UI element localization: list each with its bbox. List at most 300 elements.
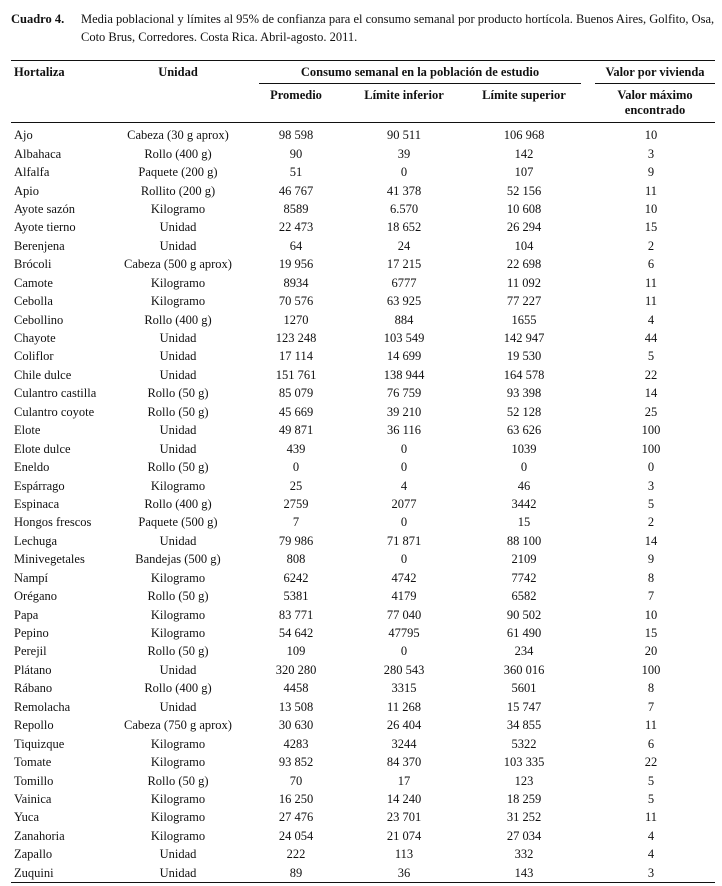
cell-promedio: 51 [289,165,303,180]
cell-limite-superior: 0 [520,460,528,475]
cell-valor-maximo: 11 [644,718,658,733]
cell-valor-maximo: 5 [647,349,655,364]
header-limite-inferior: Límite inferior [347,85,461,123]
cell-limite-inferior: 14 240 [386,791,422,806]
cell-unidad: Rollo (400 g) [144,312,212,327]
cell-hortaliza: Chayote [14,331,56,346]
cell-hortaliza: Ayote tierno [14,220,76,235]
cell-unidad: Unidad [159,423,197,438]
cell-promedio: 89 [245,864,347,883]
cell-limite-inferior: 17 215 [386,257,422,272]
cell-hortaliza: Vainica [14,791,52,806]
cell-hortaliza: Apio [14,183,39,198]
table-row [11,569,715,587]
cell-unidad: Rollo (50 g) [147,773,209,788]
cell-hortaliza: Zuquini [11,864,111,883]
header-unidad: Unidad [158,65,198,79]
cell-valor-maximo: 25 [644,404,658,419]
cell-promedio: 7 [292,515,300,530]
table-row [11,403,715,421]
cell-limite-inferior: 6.570 [389,201,419,216]
table-row [11,237,715,255]
table-row [11,734,715,752]
cell-hortaliza: Culantro coyote [14,404,95,419]
cell-limite-inferior: 0 [400,460,408,475]
cell-limite-superior: 360 016 [503,662,545,677]
cell-unidad: Unidad [159,699,197,714]
cell-limite-inferior: 84 370 [386,755,422,770]
cell-valor-maximo: 44 [644,331,658,346]
cell-valor-maximo: 5 [647,496,655,511]
cell-limite-inferior: 0 [400,515,408,530]
cell-limite-superior: 18 259 [506,791,542,806]
cell-unidad: Unidad [159,238,197,253]
cell-promedio: 13 508 [278,699,314,714]
cell-promedio: 85 079 [278,386,314,401]
cell-promedio: 8589 [283,201,309,216]
cell-promedio: 19 956 [278,257,314,272]
header-consumo-label: Consumo semanal en la población de estudio [259,65,581,84]
table-row [11,624,715,642]
cell-limite-superior: 5601 [511,681,537,696]
cell-valor-maximo: 14 [644,386,658,401]
caption-text: Media poblacional y límites al 95% de confianza para el consumo semanal por producto hortícola. Buenos Aires, Golfito, Osa, Coto Brus, Corredores. Costa Rica. Abril-agosto. 2011. [81,12,715,44]
cell-promedio: 25 [289,478,303,493]
cell-limite-inferior: 17 [397,773,411,788]
cell-valor-maximo: 5 [647,773,655,788]
cell-hortaliza: Elote dulce [14,441,71,456]
table-row [11,532,715,550]
table-row [11,698,715,716]
cell-unidad: Rollo (400 g) [144,146,212,161]
cell-unidad: Rollo (50 g) [147,386,209,401]
cell-promedio: 54 642 [278,626,314,641]
cell-unidad: Kilogramo [150,736,206,751]
table-row [11,679,715,697]
table-row [11,661,715,679]
header-unidad-spacer [111,85,245,123]
cell-limite-superior: 123 [514,773,534,788]
cell-promedio: 45 669 [278,404,314,419]
cell-valor-maximo: 15 [644,220,658,235]
cell-valor-maximo: 0 [647,460,655,475]
cell-limite-superior: 52 156 [506,183,542,198]
cell-unidad: Paquete (500 g) [138,515,218,530]
cell-hortaliza: Pepino [14,626,49,641]
cell-limite-superior: 234 [514,644,534,659]
table-body [11,123,715,883]
cell-valor-maximo: 6 [647,736,655,751]
cell-valor-maximo: 4 [647,312,655,327]
cell-limite-inferior: 884 [394,312,414,327]
cell-valor-maximo: 22 [644,367,658,382]
cell-limite-inferior: 3315 [391,681,417,696]
cell-unidad: Unidad [159,220,197,235]
cell-limite-superior: 1655 [511,312,537,327]
cell-limite-superior: 19 530 [506,349,542,364]
cell-limite-inferior: 71 871 [386,533,422,548]
cell-valor-maximo: 8 [647,681,655,696]
cell-hortaliza: Zanahoria [14,828,65,843]
cell-valor-maximo: 11 [644,183,658,198]
cell-limite-inferior: 0 [400,644,408,659]
cell-valor-maximo: 8 [647,570,655,585]
cell-promedio: 30 630 [278,718,314,733]
cell-hortaliza: Ajo [14,128,33,143]
cell-valor-maximo: 4 [647,828,655,843]
cell-hortaliza: Ayote sazón [14,201,75,216]
cell-promedio: 90 [289,146,303,161]
cell-unidad: Rollo (400 g) [144,496,212,511]
cell-limite-superior: 6582 [511,589,537,604]
cell-promedio: 4458 [283,681,309,696]
cell-promedio: 5381 [283,589,309,604]
cell-limite-superior: 26 294 [506,220,542,235]
cell-valor-maximo: 2 [647,515,655,530]
cell-promedio: 79 986 [278,533,314,548]
header-hortaliza-spacer [11,85,111,123]
cell-unidad: Kilogramo [150,570,206,585]
table-row [11,790,715,808]
cell-limite-inferior: 76 759 [386,386,422,401]
cell-valor-maximo: 11 [644,294,658,309]
cell-hortaliza: Culantro castilla [14,386,97,401]
cell-unidad: Kilogramo [150,626,206,641]
table-row [11,642,715,660]
cell-unidad: Kilogramo [150,791,206,806]
cell-limite-inferior: 18 652 [386,220,422,235]
table-row [11,476,715,494]
cell-limite-inferior: 11 268 [387,699,421,714]
cell-promedio: 22 473 [278,220,314,235]
cell-hortaliza: Orégano [14,589,58,604]
table-row [11,181,715,199]
cell-limite-superior: 3442 [511,496,537,511]
cell-promedio: 2759 [283,496,309,511]
cell-limite-inferior: 0 [400,165,408,180]
cell-limite-inferior: 3244 [391,736,417,751]
cell-promedio: 70 [289,773,303,788]
cell-unidad: Unidad [159,662,197,677]
cell-limite-inferior: 36 [347,864,461,883]
cell-promedio: 320 280 [275,662,317,677]
table-row [11,218,715,236]
cell-hortaliza: Brócoli [14,257,52,272]
cell-limite-superior: 15 747 [506,699,542,714]
cell-limite-inferior: 21 074 [386,828,422,843]
cell-limite-inferior: 0 [400,552,408,567]
cell-unidad: Kilogramo [150,828,206,843]
cell-valor-maximo: 2 [647,238,655,253]
cell-promedio: 83 771 [278,607,314,622]
cell-valor-maximo: 100 [641,662,661,677]
consumption-table [11,60,715,883]
cell-hortaliza: Cebolla [14,294,53,309]
cell-limite-inferior: 113 [394,847,414,862]
cell-unidad: Bandejas (500 g) [135,552,221,567]
header-limite-superior: Límite superior [461,85,587,123]
cell-limite-inferior: 2077 [391,496,417,511]
cell-limite-superior: 10 608 [506,201,542,216]
cell-hortaliza: Lechuga [14,533,58,548]
cell-unidad: Rollito (200 g) [140,183,216,198]
table-row [11,329,715,347]
cell-promedio: 1270 [283,312,309,327]
cell-promedio: 16 250 [278,791,314,806]
header-promedio: Promedio [245,85,347,123]
cell-hortaliza: Berenjena [14,238,65,253]
cell-limite-inferior: 138 944 [383,367,425,382]
cell-valor-maximo: 15 [644,626,658,641]
table-row [11,808,715,826]
cell-valor-maximo: 100 [641,423,661,438]
table-row [11,587,715,605]
cell-limite-superior: 142 [514,146,534,161]
cell-valor-maximo: 9 [647,552,655,567]
cell-unidad: Rollo (50 g) [147,644,209,659]
cell-unidad: Rollo (50 g) [147,460,209,475]
cell-hortaliza: Nampí [14,570,49,585]
cell-hortaliza: Zapallo [14,847,53,862]
table-row [11,864,715,883]
cell-limite-inferior: 23 701 [386,810,422,825]
cell-hortaliza: Rábano [14,681,53,696]
cell-promedio: 24 054 [278,828,314,843]
cell-limite-superior: 107 [514,165,534,180]
table-row [11,827,715,845]
cell-valor-maximo: 3 [647,478,655,493]
cell-limite-inferior: 103 549 [383,331,425,346]
cell-valor-maximo: 4 [647,847,655,862]
cell-limite-superior: 106 968 [503,128,545,143]
cell-hortaliza: Espárrago [14,478,65,493]
cell-unidad: Kilogramo [150,275,206,290]
cell-limite-inferior: 39 210 [386,404,422,419]
cell-promedio: 808 [286,552,306,567]
cell-limite-superior: 52 128 [506,404,542,419]
cell-limite-superior: 2109 [511,552,537,567]
table-row [11,292,715,310]
cell-limite-superior: 22 698 [506,257,542,272]
cell-hortaliza: Elote [14,423,41,438]
cell-valor-maximo: 14 [644,533,658,548]
table-row [11,495,715,513]
cell-valor-maximo: 7 [647,589,655,604]
cell-promedio: 151 761 [275,367,317,382]
cell-unidad: Cabeza (500 g aprox) [124,257,232,272]
cell-limite-superior: 61 490 [506,626,542,641]
table-row [11,605,715,623]
cell-limite-superior: 34 855 [506,718,542,733]
cell-unidad: Unidad [111,864,245,883]
header-hortaliza: Hortaliza [14,65,65,79]
cell-valor-maximo: 5 [647,791,655,806]
cell-unidad: Cabeza (30 g aprox) [127,128,229,143]
cell-limite-superior: 90 502 [506,607,542,622]
table-row [11,458,715,476]
table-row [11,255,715,273]
cell-valor-maximo: 11 [644,275,658,290]
cell-promedio: 439 [286,441,306,456]
cell-unidad: Unidad [159,533,197,548]
cell-valor-maximo: 10 [644,607,658,622]
cell-limite-superior: 142 947 [503,331,545,346]
cell-unidad: Rollo (50 g) [147,404,209,419]
cell-unidad: Unidad [159,367,197,382]
cell-limite-superior: 164 578 [503,367,545,382]
cell-limite-superior: 31 252 [506,810,542,825]
table-row [11,366,715,384]
cell-valor-maximo: 22 [644,755,658,770]
cell-promedio: 8934 [283,275,309,290]
cell-limite-inferior: 0 [400,441,408,456]
cell-unidad: Kilogramo [150,478,206,493]
table-caption [11,10,715,46]
cell-hortaliza: Repollo [14,718,54,733]
cell-limite-inferior: 36 116 [387,423,421,438]
cell-unidad: Paquete (200 g) [138,165,218,180]
table-row [11,513,715,531]
cell-promedio: 98 598 [278,128,314,143]
cell-limite-superior: 11 092 [507,275,541,290]
cell-hortaliza: Eneldo [14,460,50,475]
cell-unidad: Kilogramo [150,755,206,770]
cell-promedio: 0 [292,460,300,475]
cell-promedio: 70 576 [278,294,314,309]
table-row [11,123,715,145]
cell-valor-maximo: 3 [587,864,715,883]
cell-limite-superior: 15 [517,515,531,530]
cell-unidad: Kilogramo [150,294,206,309]
table-header [11,61,715,123]
cell-limite-inferior: 63 925 [386,294,422,309]
cell-limite-inferior: 39 [397,146,411,161]
cell-promedio: 27 476 [278,810,314,825]
cell-limite-superior: 27 034 [506,828,542,843]
cell-hortaliza: Hongos frescos [14,515,92,530]
cell-limite-inferior: 4742 [391,570,417,585]
cell-limite-inferior: 41 378 [386,183,422,198]
cell-limite-inferior: 24 [397,238,411,253]
cell-valor-maximo: 10 [644,201,658,216]
cell-hortaliza: Espinaca [14,496,60,511]
cell-promedio: 46 767 [278,183,314,198]
cell-promedio: 93 852 [278,755,314,770]
cell-promedio: 49 871 [278,423,314,438]
cell-unidad: Unidad [159,847,197,862]
table-row [11,845,715,863]
cell-limite-inferior: 14 699 [386,349,422,364]
table-row [11,716,715,734]
cell-unidad: Unidad [159,441,197,456]
cell-valor-maximo: 3 [647,146,655,161]
cell-valor-maximo: 7 [647,699,655,714]
cell-limite-superior: 46 [517,478,531,493]
cell-hortaliza: Tomate [14,755,52,770]
header-valor-label: Valor por vivienda [595,65,715,84]
cell-hortaliza: Remolacha [14,699,71,714]
cell-limite-inferior: 47795 [388,626,420,641]
cell-hortaliza: Coliflor [14,349,54,364]
caption-label: Cuadro 4. [11,12,65,26]
cell-unidad: Rollo (400 g) [144,681,212,696]
cell-promedio: 64 [289,238,303,253]
cell-limite-superior: 103 335 [503,755,545,770]
cell-promedio: 123 248 [275,331,317,346]
cell-promedio: 222 [286,847,306,862]
cell-limite-inferior: 90 511 [387,128,421,143]
cell-limite-superior: 7742 [511,570,537,585]
cell-hortaliza: Papa [14,607,39,622]
cell-unidad: Rollo (50 g) [147,589,209,604]
table-row [11,421,715,439]
table-row [11,753,715,771]
cell-promedio: 109 [286,644,306,659]
table-row [11,384,715,402]
cell-limite-superior: 5322 [511,736,537,751]
cell-valor-maximo: 6 [647,257,655,272]
cell-hortaliza: Plátano [14,662,52,677]
cell-hortaliza: Tomillo [14,773,54,788]
cell-hortaliza: Cebollino [14,312,64,327]
cell-limite-superior: 1039 [511,441,537,456]
cell-limite-inferior: 4 [400,478,408,493]
table-row [11,310,715,328]
cell-limite-superior: 88 100 [506,533,542,548]
cell-promedio: 17 114 [279,349,313,364]
cell-limite-inferior: 77 040 [386,607,422,622]
cell-unidad: Kilogramo [150,201,206,216]
cell-valor-maximo: 20 [644,644,658,659]
cell-unidad: Kilogramo [150,810,206,825]
table-row [11,274,715,292]
table-row [11,439,715,457]
table-row [11,144,715,162]
table-row [11,347,715,365]
cell-limite-superior: 332 [514,847,534,862]
cell-unidad: Unidad [159,349,197,364]
table-row [11,163,715,181]
header-valor [587,61,715,86]
cell-valor-maximo: 100 [641,441,661,456]
table-row [11,550,715,568]
cell-promedio: 4283 [283,736,309,751]
cell-limite-inferior: 6777 [391,275,417,290]
cell-hortaliza: Alfalfa [14,165,50,180]
cell-hortaliza: Chile dulce [14,367,72,382]
cell-hortaliza: Tiquizque [14,736,65,751]
table-row [11,200,715,218]
cell-valor-maximo: 9 [647,165,655,180]
cell-valor-maximo: 11 [644,810,658,825]
cell-limite-inferior: 4179 [391,589,417,604]
cell-promedio: 6242 [283,570,309,585]
cell-unidad: Cabeza (750 g aprox) [124,718,232,733]
header-valor-maximo: Valor máximo encontrado [587,85,715,123]
cell-limite-superior: 143 [461,864,587,883]
cell-limite-inferior: 26 404 [386,718,422,733]
cell-hortaliza: Yuca [14,810,39,825]
cell-unidad: Unidad [159,331,197,346]
cell-unidad: Kilogramo [150,607,206,622]
cell-limite-inferior: 280 543 [383,662,425,677]
cell-hortaliza: Camote [14,275,53,290]
cell-limite-superior: 104 [514,238,534,253]
cell-hortaliza: Albahaca [14,146,62,161]
cell-limite-superior: 77 227 [506,294,542,309]
cell-limite-superior: 63 626 [506,423,542,438]
cell-hortaliza: Minivegetales [14,552,85,567]
